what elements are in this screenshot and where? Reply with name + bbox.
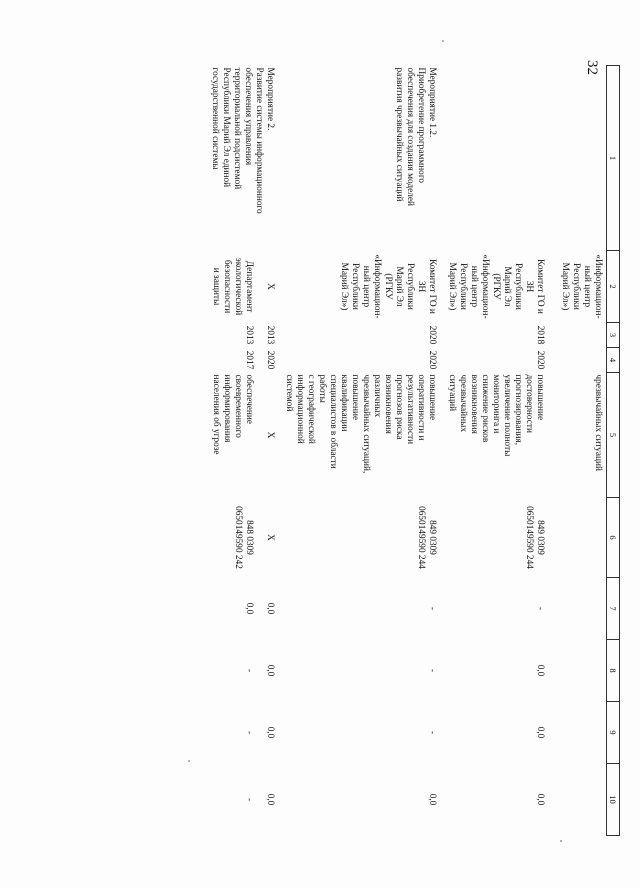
column-number: 5 (607, 373, 620, 498)
column-number: 3 (607, 323, 620, 348)
measure-cell (209, 66, 279, 251)
column-number: 4 (607, 348, 620, 373)
end-year-cell (209, 348, 279, 373)
value-top: 0,0 (265, 664, 276, 677)
scan-speck (442, 40, 444, 42)
text-line: безопасности (222, 259, 233, 314)
value-cell: 0,0 (427, 793, 438, 806)
text-line: экологической (233, 257, 244, 316)
text-line: увеличение полноты (502, 374, 513, 457)
value: - (244, 668, 255, 673)
text-line: Марий Эл (РГКУ (383, 266, 405, 307)
table-row (209, 66, 279, 836)
text-line: Департамент (244, 260, 255, 313)
text-line: повышение (535, 374, 546, 421)
value-top: 0,0 (265, 793, 276, 806)
text-line: квалификации (339, 374, 350, 432)
column-number: 9 (607, 702, 620, 764)
text-line: 0650149590 244 (416, 506, 427, 569)
value-cell (549, 702, 607, 764)
column-number: 7 (607, 578, 620, 640)
result-cell (279, 373, 441, 498)
text-line: Марий Эл») (339, 262, 350, 311)
text-line: системой (284, 374, 295, 412)
value-top: 0,0 (265, 602, 276, 615)
text-line: Мероприятие 2. (265, 67, 276, 131)
column-number-row (607, 66, 620, 836)
end-year-top: 2020 (265, 350, 276, 370)
executor-cell (441, 251, 549, 323)
value-cell (209, 702, 279, 764)
value-cell (549, 764, 607, 836)
text-line: Приобретение программного (416, 67, 427, 184)
text-line: Республики (405, 263, 416, 310)
text-line: ный центр (469, 265, 480, 308)
start-year-cell (209, 323, 279, 348)
end-year-cell (549, 348, 607, 373)
text-line: Комитет ГО и ЗН (416, 259, 438, 314)
value: 0,0 (244, 602, 255, 615)
text-line: информационной (295, 374, 306, 444)
result-cell (441, 373, 549, 498)
end-year-cell: 2020 (535, 350, 546, 370)
executor-lines (211, 253, 255, 321)
text-line: Республики (350, 263, 361, 310)
text-line: обеспечения для создания моделей (405, 67, 416, 206)
text-line: 0650149590 242 (233, 506, 244, 569)
value-cell: - (427, 606, 438, 611)
start-year: 2013 (244, 325, 255, 345)
text-line: повышение (427, 374, 438, 421)
text-line: 848 0309 (244, 520, 255, 555)
text-line: развития чрезвычайных ситуаций (394, 67, 405, 202)
text-line: Марий Эл») (560, 262, 570, 311)
text-line: возникновения (383, 374, 394, 434)
measure-cell (441, 66, 549, 251)
measure-cell (549, 66, 607, 251)
result-cell (549, 373, 607, 498)
end-year-cell: 2020 (427, 350, 438, 370)
text-line: повышение (350, 374, 361, 421)
start-year-top: 2013 (265, 325, 276, 345)
text-line: чрезвычайных ситуаций, (361, 374, 372, 474)
measure-cell (279, 66, 441, 251)
text-line: населения об угрозе (211, 374, 222, 455)
value: - (244, 797, 255, 802)
text-line: с географической (306, 374, 317, 444)
text-line: 849 0309 (427, 520, 438, 555)
text-line: ный центр (582, 265, 592, 308)
result-lines (211, 375, 255, 496)
text-line: оперативности и (416, 374, 427, 441)
value-cell: - (427, 668, 438, 673)
table-row (549, 66, 607, 836)
text-line: работы (317, 374, 328, 403)
text-line: и защиты (211, 267, 222, 306)
column-number: 6 (607, 498, 620, 578)
text-line: снижение рисков (480, 374, 491, 443)
executor-cell (279, 251, 441, 323)
value: - (244, 730, 255, 735)
text-line: информирования (222, 374, 233, 443)
budget-code-lines (233, 500, 255, 576)
text-line: своевременного (233, 374, 244, 438)
text-line: результативности (405, 374, 416, 445)
text-line: «Информацион- (480, 254, 491, 319)
text-line: возникновения (469, 374, 480, 434)
text-line: Республики (513, 263, 524, 310)
text-line: Комитет ГО и ЗН (524, 259, 546, 314)
text-line: прогнозов риска (394, 374, 405, 440)
text-line: Республики Марий Эл единой (221, 67, 232, 188)
result-mark: Х (265, 431, 276, 439)
page-number: 32 (584, 60, 600, 75)
start-year-cell: 2018 (535, 325, 546, 345)
value-cell (209, 764, 279, 836)
value-cell (209, 640, 279, 702)
text-line: Мероприятие 1.2. (427, 67, 438, 138)
column-number: 2 (607, 251, 620, 323)
end-year: 2017 (244, 350, 255, 370)
budget-code-cell (279, 498, 441, 578)
budget-code-cell (441, 498, 549, 578)
value-cell: 0,0 (535, 793, 546, 806)
text-line: различных (372, 374, 383, 418)
scan-speck (188, 760, 190, 762)
value-cell: 0,0 (535, 664, 546, 677)
text-line: чрезвычайных (458, 374, 469, 433)
value-cell (209, 578, 279, 640)
budget-code-mark: Х (265, 534, 276, 541)
text-line: территориальной подсистемой (232, 67, 243, 190)
budget-code-cell (209, 498, 279, 578)
text-line: ситуаций (447, 374, 458, 412)
scan-speck (560, 840, 562, 842)
text-line: «Информацион- (372, 254, 383, 319)
text-line: достоверности (524, 374, 535, 433)
rotated-table-page (120, 65, 620, 835)
start-year-cell: 2020 (427, 325, 438, 345)
text-line: Марий Эл (РГКУ (491, 266, 513, 307)
budget-code-cell (549, 498, 607, 578)
text-line: 0650149590 244 (524, 506, 535, 569)
text-line: обеспечения управления (243, 67, 254, 166)
text-line: обеспечение (244, 374, 255, 424)
result-cell (209, 373, 279, 498)
executor-mark: Х (265, 283, 276, 290)
text-line: Развитие системы информационного (254, 67, 265, 214)
text-line: чрезвычайных ситуаций (593, 374, 603, 471)
table-row (279, 66, 441, 836)
text-line: прогнозирования, (513, 374, 524, 446)
executor-cell (549, 251, 607, 323)
executor-cell (209, 251, 279, 323)
program-table (209, 65, 621, 836)
text-line: Республики (571, 263, 581, 310)
value-cell: - (427, 730, 438, 735)
column-number: 1 (607, 66, 620, 251)
text-line: Республики (458, 263, 469, 310)
value-cell (549, 640, 607, 702)
value-cell (549, 578, 607, 640)
column-number: 8 (607, 640, 620, 702)
text-line: государственной системы (210, 67, 221, 170)
text-line: мониторинга и (491, 374, 502, 434)
text-line: ный центр (361, 265, 372, 308)
value-top: 0,0 (265, 726, 276, 739)
value-cell: 0,0 (535, 726, 546, 739)
text-line: 849 0309 (535, 520, 546, 555)
text-line: специалистов в области (328, 374, 339, 469)
column-number: 10 (607, 764, 620, 836)
text-line: «Информацион- (593, 254, 603, 319)
value-cell: - (535, 606, 546, 611)
start-year-cell (549, 323, 607, 348)
text-line: Марий Эл») (447, 262, 458, 311)
table-row (441, 66, 549, 836)
